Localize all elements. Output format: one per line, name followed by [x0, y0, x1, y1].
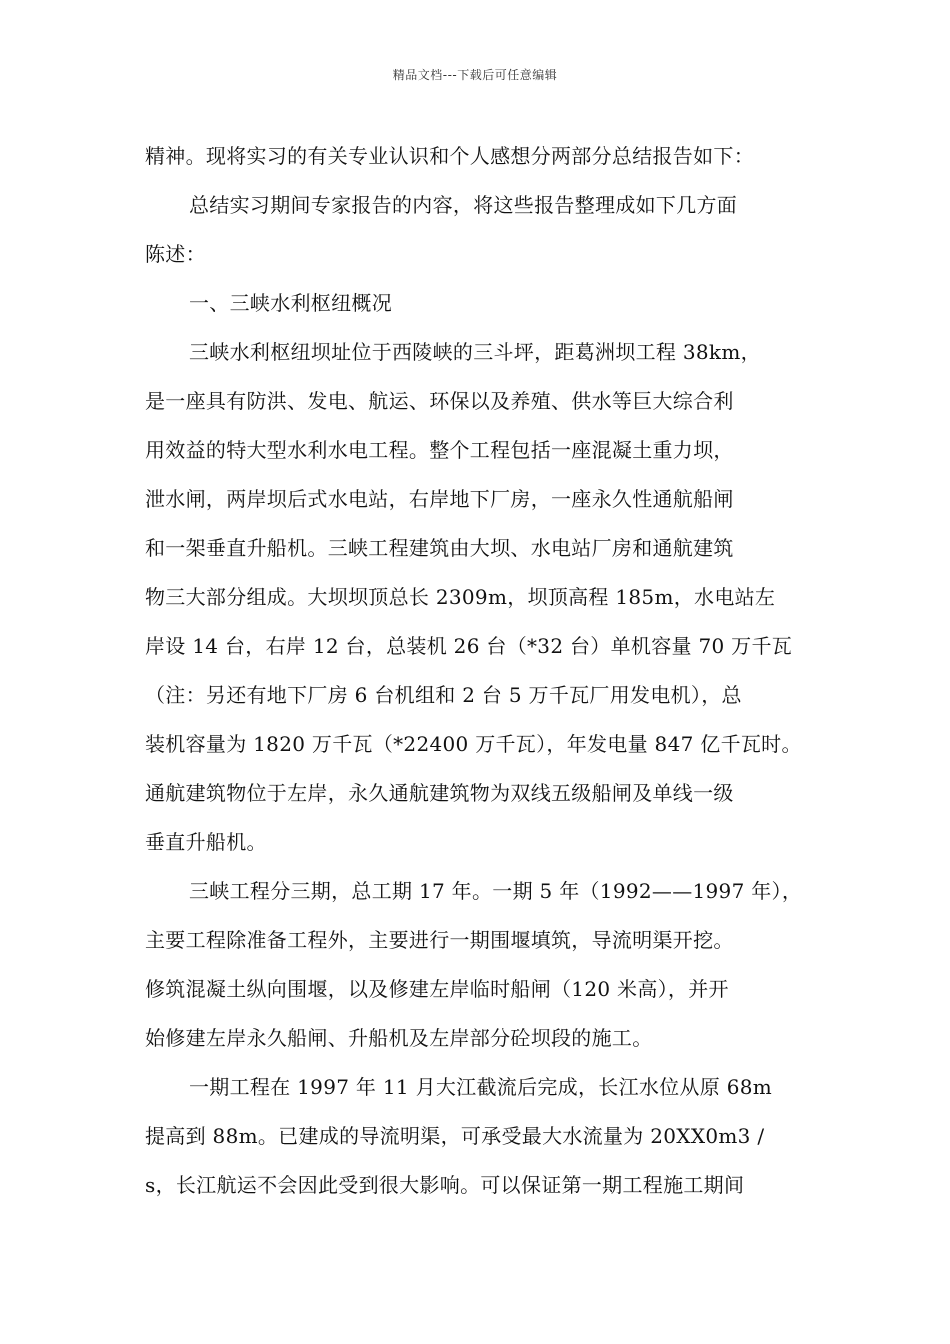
text-line: 岸设 14 台，右岸 12 台，总装机 26 台（*32 台）单机容量 70 万千瓦 — [145, 634, 793, 658]
text-line: 用效益的特大型水利水电工程。整个工程包括一座混凝土重力坝， — [145, 438, 734, 462]
text-line: 主要工程除准备工程外，主要进行一期围堰填筑，导流明渠开挖。 — [145, 928, 734, 952]
text-line: 和一架垂直升船机。三峡工程建筑由大坝、水电站厂房和通航建筑 — [145, 536, 734, 560]
paragraph — [145, 867, 825, 1063]
text-line: 精神。现将实习的有关专业认识和个人感想分两部分总结报告如下： — [145, 144, 754, 168]
text-line: 装机容量为 1820 万千瓦（*22400 万千瓦），年发电量 847 亿千瓦时。 — [145, 732, 802, 756]
text-line: 是一座具有防洪、发电、航运、环保以及养殖、供水等巨大综合利 — [145, 389, 734, 413]
text-line: 三峡工程分三期，总工期 17 年。一期 5 年（1992——1997 年）， — [189, 879, 803, 903]
paragraph — [145, 132, 825, 181]
text-line: 一期工程在 1997 年 11 月大江截流后完成，长江水位从原 68m — [189, 1075, 773, 1099]
text-line: 一、三峡水利枢纽概况 — [189, 291, 392, 315]
paragraph — [145, 328, 825, 867]
paragraph — [145, 279, 825, 328]
document-body — [145, 132, 825, 1210]
text-line: 陈述： — [145, 242, 206, 266]
text-line: 通航建筑物位于左岸，永久通航建筑物为双线五级船闸及单线一级 — [145, 781, 734, 805]
page-header: 精品文档---下载后可任意编辑 — [392, 68, 558, 82]
paragraph — [145, 181, 825, 279]
text-line: 总结实习期间专家报告的内容，将这些报告整理成如下几方面 — [189, 193, 738, 217]
text-line: 始修建左岸永久船闸、升船机及左岸部分砼坝段的施工。 — [145, 1026, 653, 1050]
paragraph — [145, 1063, 825, 1210]
text-line: 提高到 88m。已建成的导流明渠，可承受最大水流量为 20XX0m3 / — [145, 1124, 765, 1148]
text-line: 泄水闸，两岸坝后式水电站，右岸地下厂房，一座永久性通航船闸 — [145, 487, 734, 511]
text-line: （注：另还有地下厂房 6 台机组和 2 台 5 万千瓦厂用发电机），总 — [145, 683, 742, 707]
text-line: 三峡水利枢纽坝址位于西陵峡的三斗坪，距葛洲坝工程 38km， — [189, 340, 761, 364]
text-line: 物三大部分组成。大坝坝顶总长 2309m，坝顶高程 185m，水电站左 — [145, 585, 776, 609]
text-line: 垂直升船机。 — [145, 830, 267, 854]
text-line: s，长江航运不会因此受到很大影响。可以保证第一期工程施工期间 — [145, 1173, 745, 1197]
text-line: 修筑混凝土纵向围堰，以及修建左岸临时船闸（120 米高），并开 — [145, 977, 729, 1001]
